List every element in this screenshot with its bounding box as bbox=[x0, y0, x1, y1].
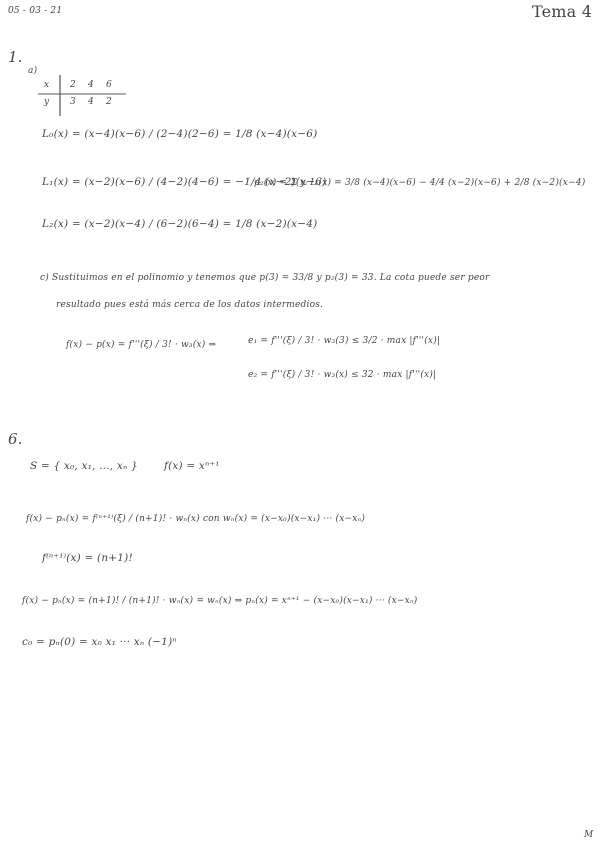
table-x-label: x bbox=[44, 80, 50, 90]
table-x-value: 4 bbox=[88, 80, 94, 90]
interpolating-polynomial: p₂(x) = Σ yᵢ Lᵢ(x) = 3/8 (x−4)(x−6) − 4/4 (x−2)(x−6) + 2/8 (x−2)(x−4) bbox=[254, 178, 586, 188]
simplified-result: f(x) − pₙ(x) = (n+1)! / (n+1)! · wₙ(x) = wₙ(x) ⇒ pₙ(x) = xⁿ⁺¹ − (x−x₀)(x−x₁) ··· (x−xₙ) bbox=[22, 596, 418, 606]
table-y-value: 2 bbox=[106, 97, 112, 107]
lagrange-L1: L₁(x) = (x−2)(x−6) / (4−2)(4−6) = −1/4 (x−2)(x−6) bbox=[42, 176, 327, 188]
constant-term: c₀ = pₙ(0) = x₀ x₁ ··· xₙ (−1)ⁿ bbox=[22, 636, 177, 648]
error-equation: f(x) − pₙ(x) = f⁽ⁿ⁺¹⁾(ξ) / (n+1)! · wₙ(x) con wₙ(x) = (x−x₀)(x−x₁) ··· (x−xₙ) bbox=[26, 514, 366, 524]
table-x-value: 6 bbox=[106, 80, 112, 90]
part-c-line-2: resultado pues está más cerca de los datos intermedios. bbox=[56, 300, 324, 310]
page-title: Tema 4 bbox=[532, 2, 593, 21]
part-c-line-1: c) Sustituimos en el polinomio y tenemos que p(3) = 33/8 y p₂(3) = 33. La cota puede ser peor bbox=[40, 273, 490, 283]
error-bound-2: e₂ = f'''(ξ) / 3! · w₃(x) ≤ 32 · max |f'''(x)| bbox=[248, 370, 437, 380]
table-y-label: y bbox=[44, 97, 50, 107]
table-mark: a) bbox=[28, 66, 38, 76]
error-bound-1: e₁ = f'''(ξ) / 3! · w₃(3) ≤ 3/2 · max |f'''(x)| bbox=[248, 336, 441, 346]
error-formula: f(x) − p(x) = f'''(ξ) / 3! · w₃(x) ⇒ bbox=[66, 340, 217, 350]
exercise-6-number: 6. bbox=[8, 430, 23, 448]
exercise-1-number: 1. bbox=[8, 48, 23, 66]
lagrange-L2: L₂(x) = (x−2)(x−4) / (6−2)(6−4) = 1/8 (x−2)(x−4) bbox=[42, 218, 318, 230]
nth-derivative: f⁽ⁿ⁺¹⁾(x) = (n+1)! bbox=[42, 552, 133, 564]
lagrange-L0: L₀(x) = (x−4)(x−6) / (2−4)(2−6) = 1/8 (x−4)(x−6) bbox=[42, 128, 318, 140]
table-y-value: 4 bbox=[88, 97, 94, 107]
function-definition: f(x) = xⁿ⁺¹ bbox=[164, 460, 220, 472]
page-mark: M bbox=[584, 830, 594, 840]
node-set: S = { x₀, x₁, …, xₙ } bbox=[30, 460, 138, 472]
table-y-value: 3 bbox=[70, 97, 76, 107]
page-date: 05 - 03 - 21 bbox=[8, 6, 63, 16]
table-x-value: 2 bbox=[70, 80, 76, 90]
